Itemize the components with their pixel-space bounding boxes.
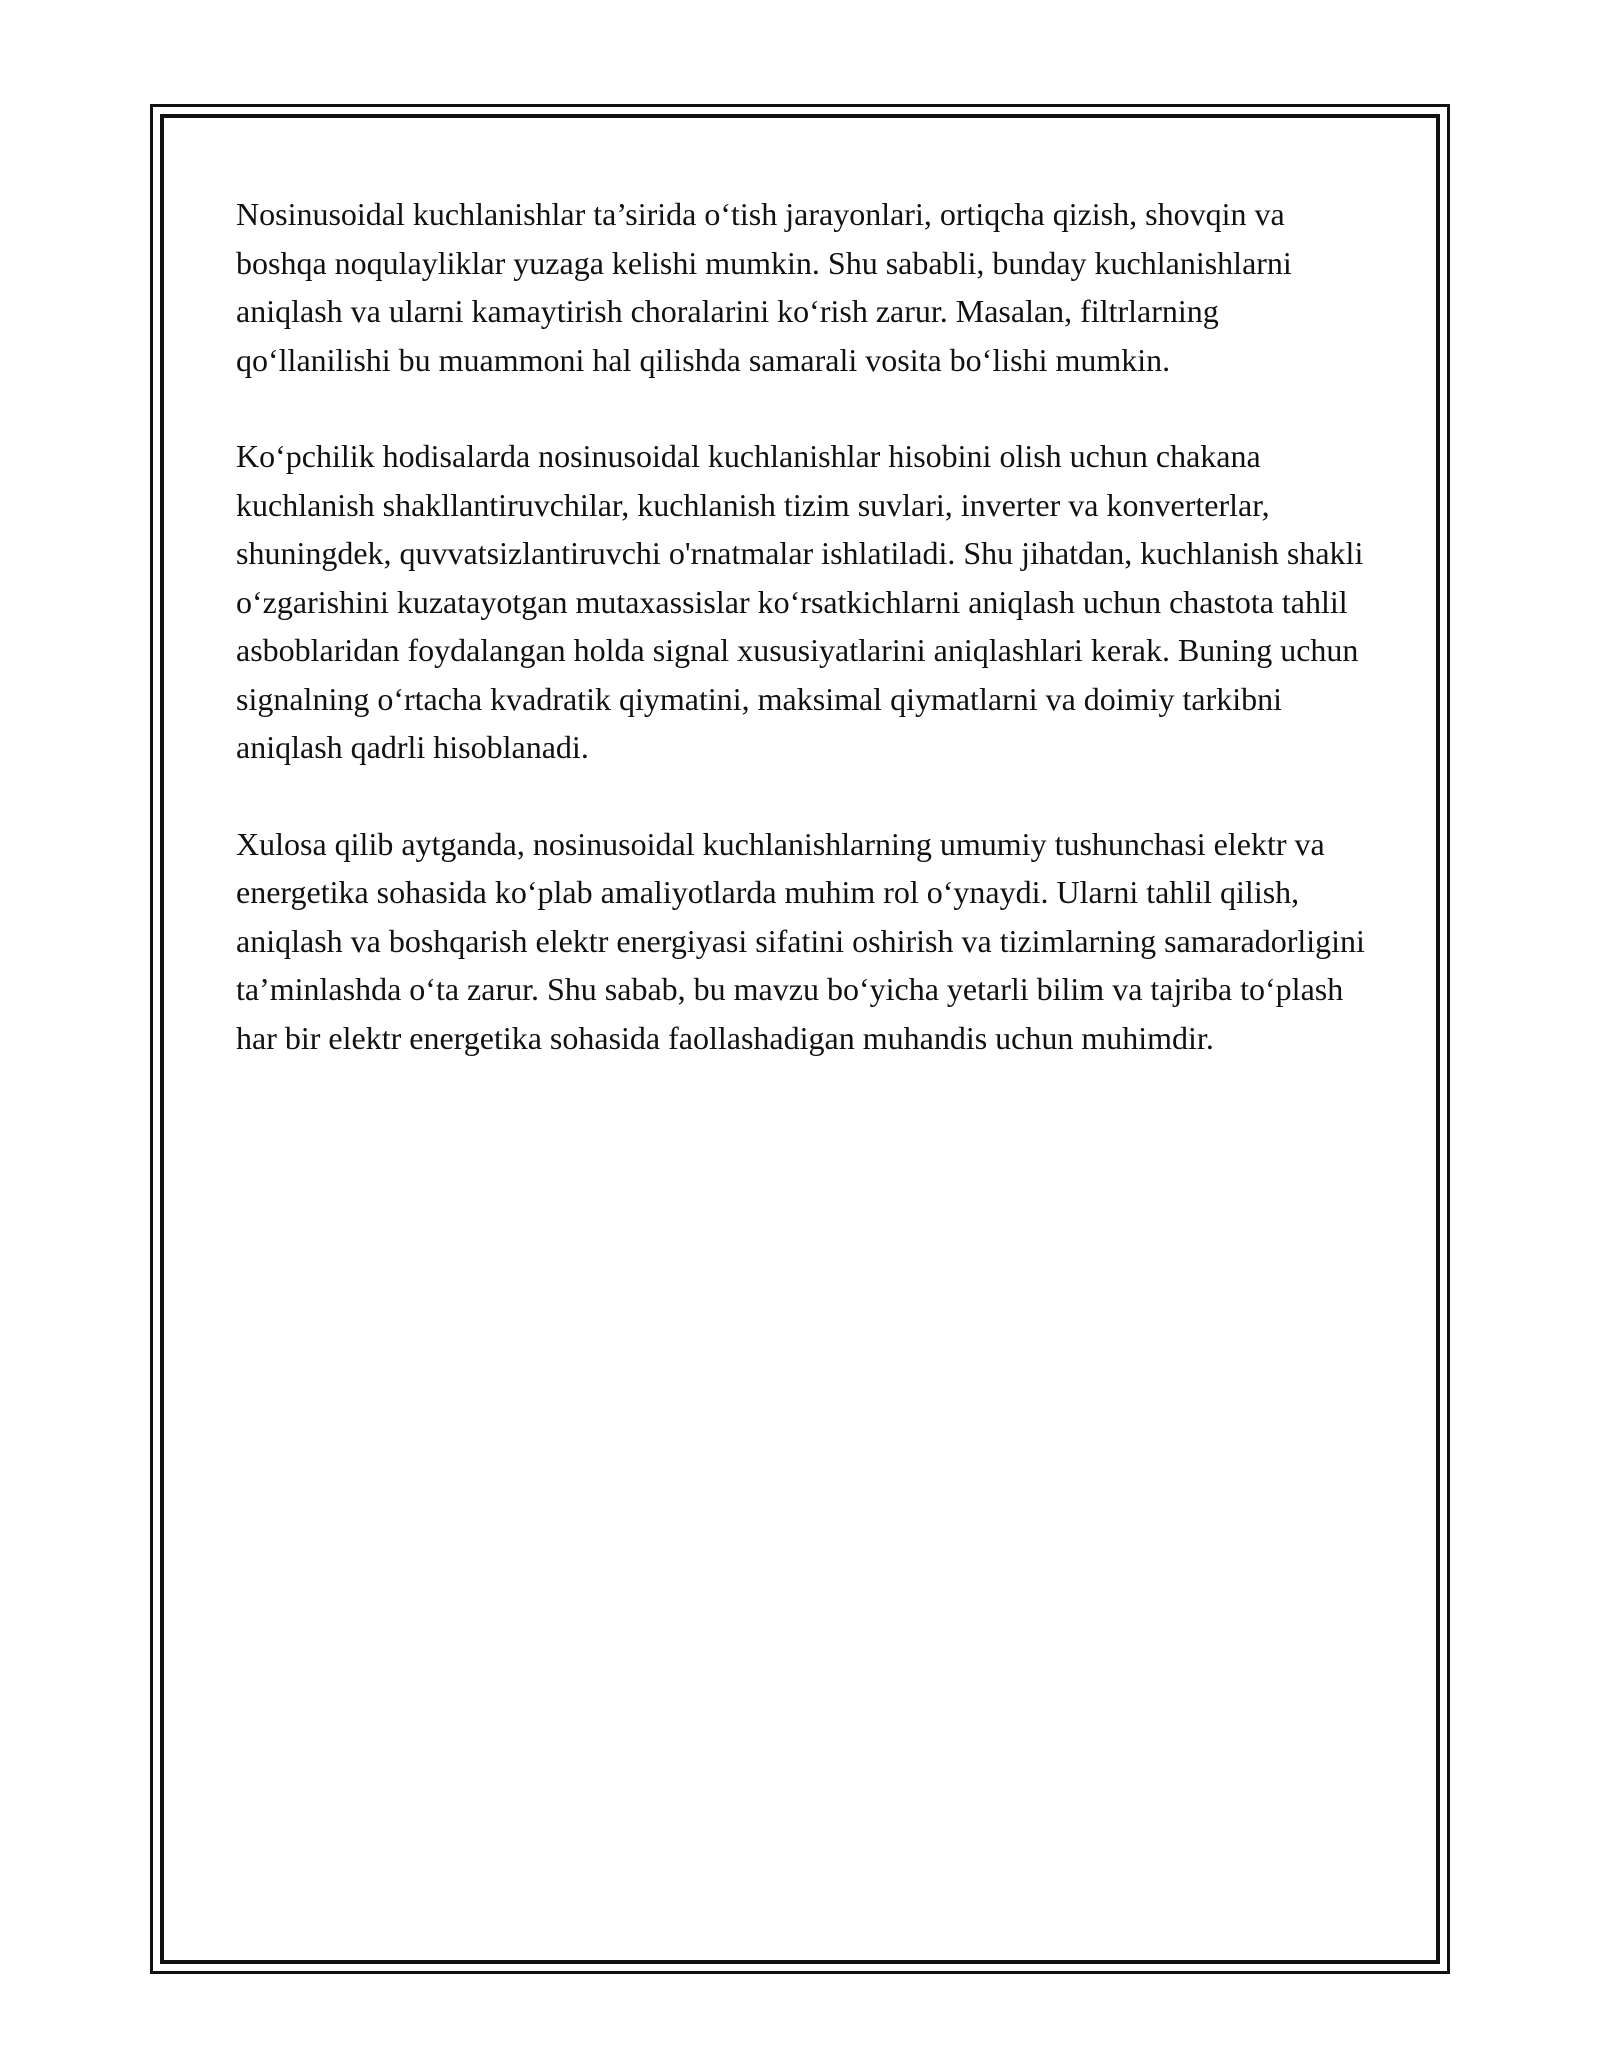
paragraph-2: Ko‘pchilik hodisalarda nosinusoidal kuchlanishlar hisobini olish uchun chakana kuchlanish shakllantiruvchilar, kuchlanish tizim suvlari, inverter va konverterlar, shuningdek, quvvatsizlantiruvchi o'rnatmalar ishlatiladi. Shu jihatdan, kuchlanish shakli o‘zgarishini kuzatayotgan mutaxassislar ko‘rsatkichlarni aniqlash uchun chastota tahlil asboblaridan foydalangan holda signal xususiyatlarini aniqlashlari kerak. Buning uchun signalning o‘rtacha kvadratik qiymatini, maksimal qiymatlarni va doimiy tarkibni aniqlash qadrli hisoblanadi. xyxy=(236,438,1364,765)
paragraph-3: Xulosa qilib aytganda, nosinusoidal kuchlanishlarning umumiy tushunchasi elektr va energetika sohasida ko‘plab amaliyotlarda muhim rol o‘ynaydi. Ularni tahlil qilish, aniqlash va boshqarish elektr energiyasi sifatini oshirish va tizimlarning samaradorligini ta’minlashda o‘ta zarur. Shu sabab, bu mavzu bo‘yicha yetarli bilim va tajriba to‘plash har bir elektr energetika sohasida faollashadigan muhandis uchun muhimdir. xyxy=(236,825,1365,1056)
paragraph-1: Nosinusoidal kuchlanishlar ta’sirida o‘tish jarayonlari, ortiqcha qizish, shovqin va boshqa noqulayliklar yuzaga kelishi mumkin. Shu sababli, bunday kuchlanishlarni aniqlash va ularni kamaytirish choralarini ko‘rish zarur. Masalan, filtrlarning qo‘llanilishi bu muammoni hal qilishda samarali vosita bo‘lishi mumkin. xyxy=(236,196,1292,378)
document-body xyxy=(236,190,1376,1110)
